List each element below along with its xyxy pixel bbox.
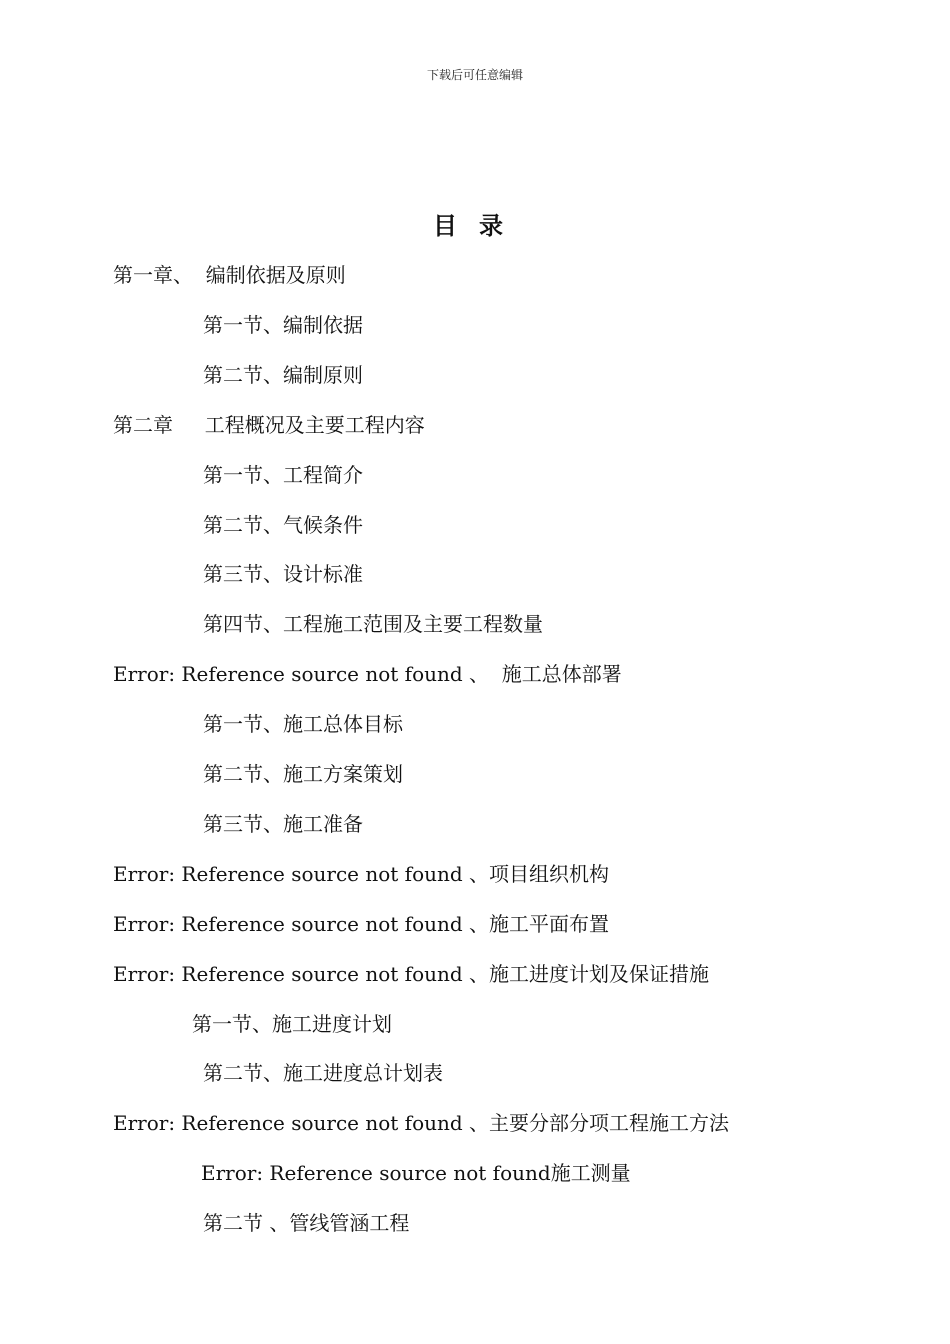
toc-entry[interactable]: 第二节 、管线管涵工程 xyxy=(203,1211,410,1235)
toc-entry[interactable]: Error: Reference source not found 、施工进度计划及保证措施 xyxy=(113,962,710,986)
page-title: 目录 xyxy=(433,211,525,240)
toc-entry[interactable]: 第一节、施工总体目标 xyxy=(203,712,403,736)
toc-entry[interactable]: Error: Reference source not found施工测量 xyxy=(201,1161,631,1185)
toc-entry[interactable]: 第二节、编制原则 xyxy=(203,363,363,387)
toc-entry[interactable]: 第一章、 编制依据及原则 xyxy=(113,263,346,287)
toc-entry[interactable]: Error: Reference source not found 、主要分部分项工程施工方法 xyxy=(113,1111,730,1135)
toc-entry[interactable]: Error: Reference source not found 、项目组织机构 xyxy=(113,862,610,886)
toc-entry[interactable]: Error: Reference source not found 、施工平面布置 xyxy=(113,912,610,936)
page-header: 下载后可任意编辑 xyxy=(426,68,523,82)
toc-entry[interactable]: 第四节、工程施工范围及主要工程数量 xyxy=(203,612,543,636)
toc-entry[interactable]: 第一节、工程简介 xyxy=(203,463,363,487)
toc-entry[interactable]: 第二节、施工进度总计划表 xyxy=(203,1061,443,1085)
toc-entry[interactable]: 第二章 工程概况及主要工程内容 xyxy=(113,413,425,437)
toc-entry[interactable]: Error: Reference source not found 、 施工总体部署 xyxy=(113,662,622,686)
toc-entry[interactable]: 第一节、施工进度计划 xyxy=(192,1012,392,1036)
toc-entry[interactable]: 第二节、施工方案策划 xyxy=(203,762,403,786)
toc-entry[interactable]: 第三节、设计标准 xyxy=(203,562,363,586)
toc-entry[interactable]: 第三节、施工准备 xyxy=(203,812,363,836)
toc-entry[interactable]: 第一节、编制依据 xyxy=(203,313,363,337)
toc-entry[interactable]: 第二节、气候条件 xyxy=(203,513,363,537)
